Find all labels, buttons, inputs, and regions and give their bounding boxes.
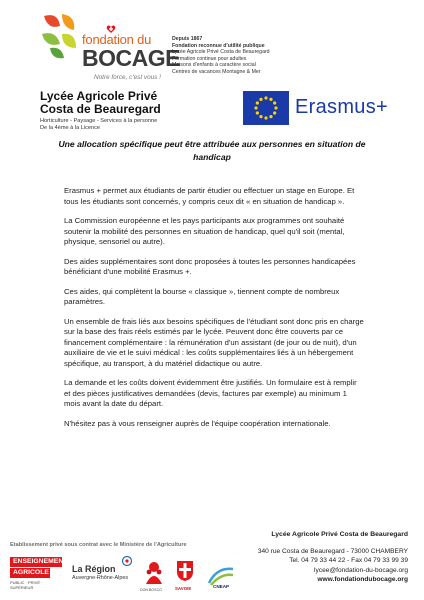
eu-star-icon xyxy=(256,111,259,114)
eu-star-icon xyxy=(264,96,267,99)
address-street: 340 rue Costa de Beauregard - 73000 CHAMBERY xyxy=(257,547,408,555)
contract-note: Etablissement privé sous contrat avec le Ministère de l'Agriculture xyxy=(10,542,187,548)
info-line: Centres de vacances Montagne & Mer xyxy=(172,68,261,75)
paragraph: Ces aides, qui complètent la bourse « classique », tiennent compte de nombreux paramètres. xyxy=(64,286,340,306)
eu-star-icon xyxy=(269,115,272,118)
erasmus-logo xyxy=(243,91,388,125)
slogan: Notre force, c'est vous ! xyxy=(94,74,161,81)
address-block xyxy=(258,530,408,585)
info-line: Lycée Agricole Privé Costa de Beauregard xyxy=(172,49,270,56)
ens-agri-line: AGRICOLE xyxy=(10,568,50,578)
eu-star-icon xyxy=(254,106,257,109)
school-sub-line: Horticulture - Paysage - Services à la personne xyxy=(40,118,158,124)
address-email[interactable]: lycee@fondation-du-bocage.org xyxy=(314,566,408,574)
school-sub-line: De la 4ème à la Licence xyxy=(40,124,101,131)
status-line: Fondation reconnue d'utilité publique xyxy=(172,42,265,49)
eu-star-icon xyxy=(273,101,276,104)
address-name: Lycée Agricole Privé Costa de Beauregard xyxy=(271,531,408,538)
address-website[interactable]: www.fondationdubocage.org xyxy=(317,576,408,584)
paragraph: Des aides supplémentaires sont donc proposées à toutes les personnes handicapées bénéficiant d'une mobilité Erasmus +. xyxy=(64,256,356,276)
paragraph: Un ensemble de frais liés aux besoins spécifiques de l'étudiant sont donc pris en charge sur la base des frais réels estimés par le lycée. Peuvent donc être couverts par ce financement complémentaire : la rémunération d'un assistant (de jour ou de nuit), d'un auxiliaire de vie et le suivi médical : les coûts supplémentaires liés à un hébergement spécifique, au transport, à du matériel didactique ou autre. xyxy=(64,316,364,368)
leaves-logo-icon xyxy=(40,12,80,60)
school-name xyxy=(40,90,161,116)
region-subtitle: Auvergne-Rhône-Alpes xyxy=(72,575,129,581)
ens-agri-line: PUBLIC · PRIVÉ · SUPÉRIEUR xyxy=(10,580,43,590)
eu-star-icon xyxy=(259,98,262,101)
foundation-info xyxy=(172,36,270,76)
don-bosco-logo-icon xyxy=(143,560,165,586)
founded-line: Depuis 1867 xyxy=(172,36,203,42)
paragraph: Erasmus + permet aux étudiants de partir étudier ou effectuer un stage en Europe. Et tous les étudiants sont concernés, y compris ceux dit « en situation de handicap ». xyxy=(64,186,355,206)
eu-star-icon xyxy=(273,111,276,114)
savoie-crest-icon xyxy=(176,560,194,582)
info-line: Formation continue pour adultes xyxy=(172,55,247,62)
info-line: Maisons d'enfants à caractère social xyxy=(172,62,256,69)
eu-star-icon xyxy=(259,115,262,118)
address-phone: Tel. 04 79 33 44 22 - Fax 04 79 33 99 39 xyxy=(289,557,408,565)
region-name: La Région xyxy=(72,564,116,574)
eu-flag-icon xyxy=(243,91,289,125)
eu-star-icon xyxy=(264,116,267,119)
eu-star-icon xyxy=(274,106,277,109)
enseignement-agricole-logo xyxy=(10,557,68,590)
don-bosco-label: DON BOSCO xyxy=(140,588,162,592)
paragraph: N'hésitez pas à vous renseigner auprès de l'équipe coopération internationale. xyxy=(64,418,331,428)
eu-star-icon xyxy=(256,101,259,104)
eu-star-icon xyxy=(269,98,272,101)
school-name-line: Costa de Beauregard xyxy=(40,102,161,116)
ens-agri-line: ENSEIGNEMENT xyxy=(10,557,62,567)
erasmus-label: Erasmus+ xyxy=(295,96,388,118)
logo-prefix: fondation du xyxy=(82,32,152,47)
document-body xyxy=(64,186,364,438)
document-title: Une allocation spécifique peut être attribuée aux personnes en situation de handicap xyxy=(58,139,366,162)
paragraph: La Commission européenne et les pays participants aux programmes ont souhaité soutenir la mobilité des personnes en situation de handicap, quel qu'il soit (mental, physique, sensoriel ou autre). xyxy=(64,216,345,246)
savoie-label: SAVOIE xyxy=(175,586,192,591)
school-subtitle xyxy=(40,118,157,132)
region-logo-icon xyxy=(122,556,132,566)
logo-name: BOCAGE xyxy=(82,45,180,71)
school-name-line: Lycée Agricole Privé xyxy=(40,89,158,103)
fondation-logo xyxy=(40,12,180,84)
cneap-label: CNEAP xyxy=(213,584,230,589)
paragraph: La demande et les coûts doivent évidemment être justifiés. Un formulaire est à remplir et des pièces justificatives demandées (devis, factures par exemple) au minimum 1 mois avant la date du départ. xyxy=(64,378,357,408)
